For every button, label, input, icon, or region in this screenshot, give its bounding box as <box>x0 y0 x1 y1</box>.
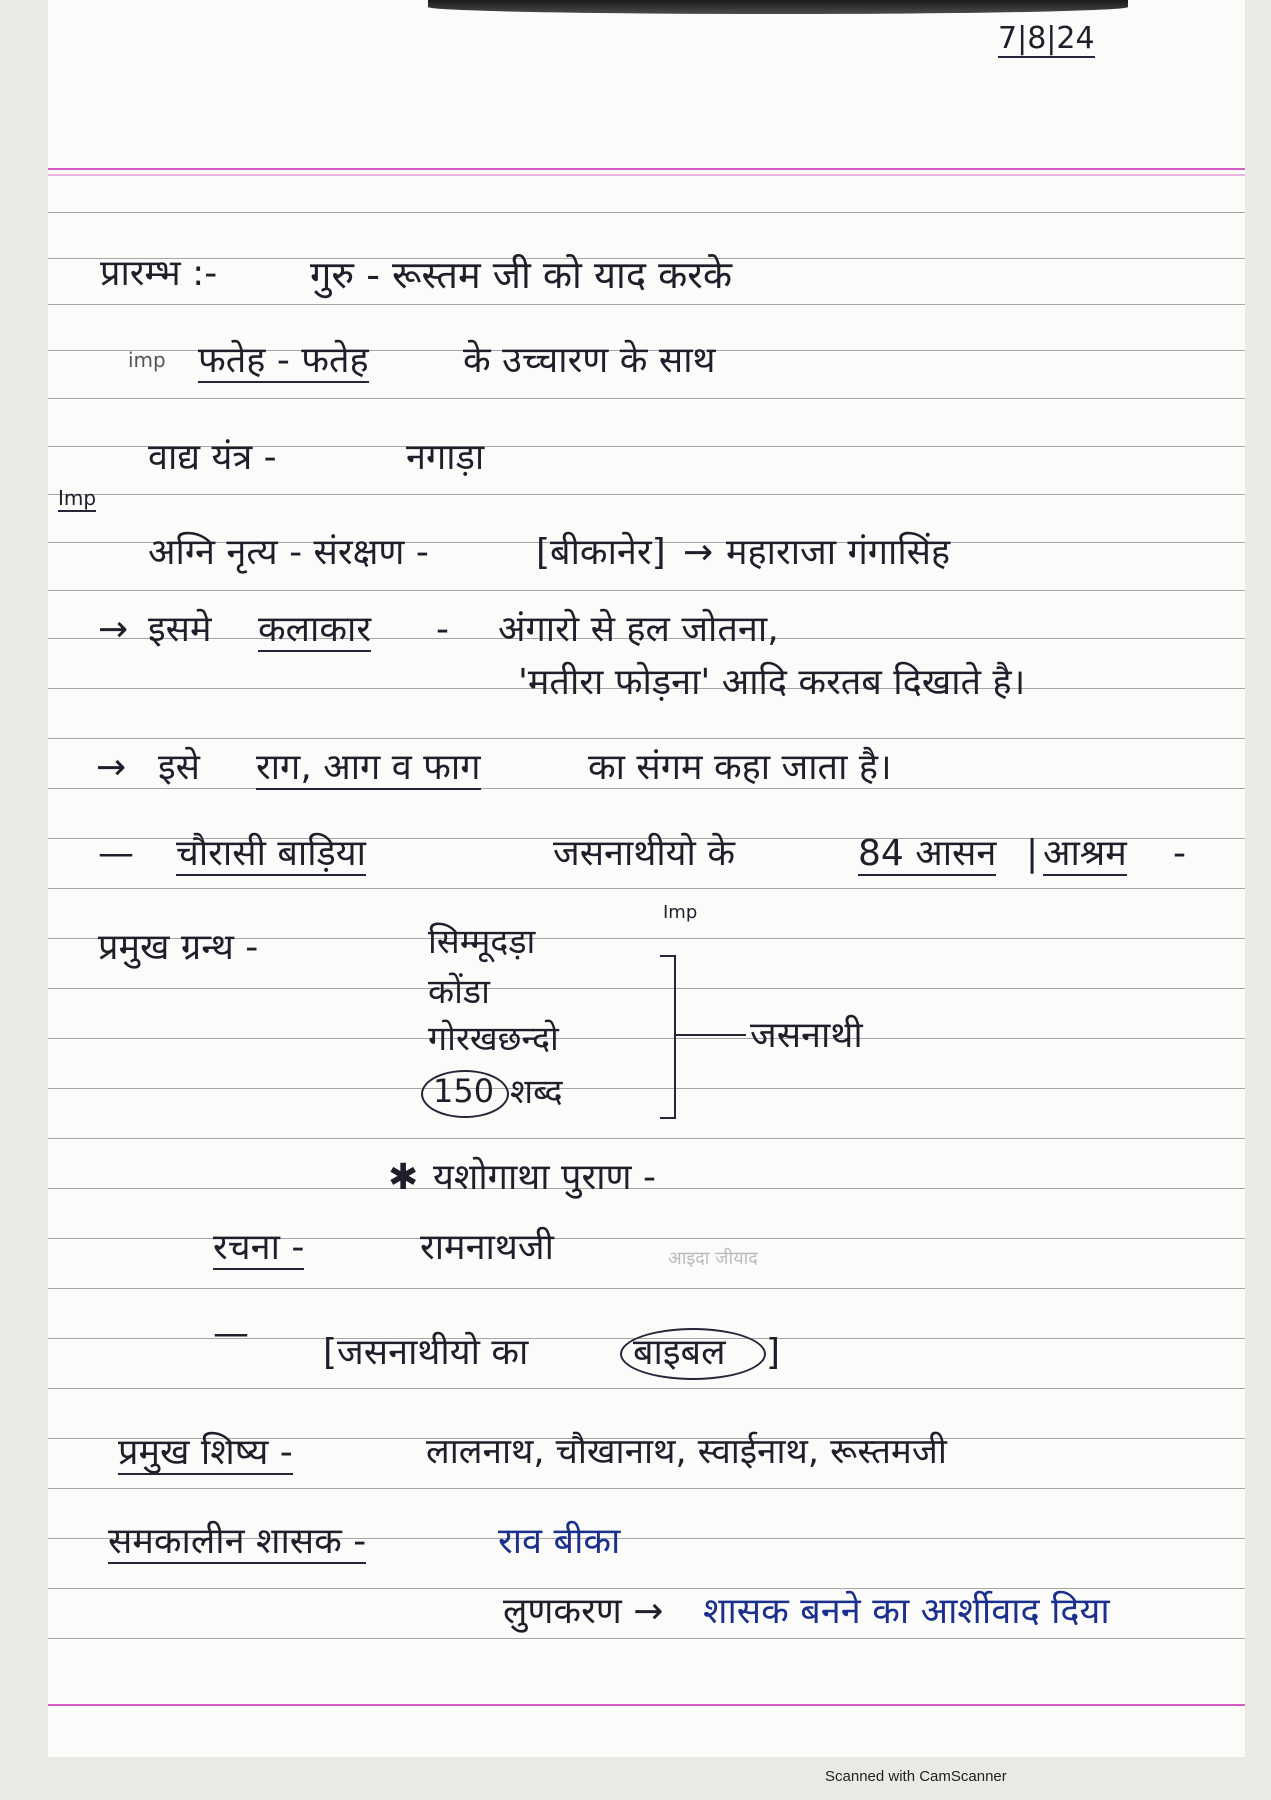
rao-bika-text: राव बीका <box>498 1521 621 1562</box>
rachna-label: रचना - <box>213 1227 305 1268</box>
rule-line <box>48 494 1245 495</box>
matira-text: 'मतीरा फोड़ना' आदि करतब दिखाते है। <box>518 662 1026 703</box>
yashogatha-title: यशोगाथा पुराण - <box>433 1157 657 1198</box>
scanner-watermark: Scanned with CamScanner <box>825 1768 1007 1785</box>
chaurasi-badiya-text: चौरासी बाड़िया <box>176 833 367 874</box>
pink-bottom-line <box>48 1704 1245 1706</box>
jasnathi-group: जसनाथी <box>750 1015 863 1056</box>
jasnathiyo-text: जसनाथीयो के <box>553 833 735 874</box>
shishya-text: लालनाथ, चौखानाथ, स्वाईनाथ, रूस्तमजी <box>426 1432 947 1472</box>
scan-edge-shadow <box>428 0 1128 14</box>
arrow-icon: → <box>683 532 714 573</box>
rule-line <box>48 888 1245 889</box>
rule-line <box>48 304 1245 305</box>
granth-item: गोरखछन्दो <box>428 1019 559 1059</box>
arrow-icon: → <box>96 747 127 788</box>
pink-margin-line <box>48 174 1245 176</box>
rule-line <box>48 1038 1245 1039</box>
date: 7|8|24 <box>998 21 1095 56</box>
kalakar-text: कलाकार <box>258 609 372 650</box>
rule-line <box>48 590 1245 591</box>
brace <box>660 955 676 1119</box>
separator: | <box>1026 833 1039 874</box>
lunkaran-text: लुणकरण → <box>503 1591 664 1632</box>
rule-line <box>48 788 1245 789</box>
prarambh-label: प्रारम्भ :- <box>100 253 218 294</box>
rule-line <box>48 1288 1245 1289</box>
ise-text: इसे <box>158 747 201 788</box>
dash: - <box>436 609 449 650</box>
fateh-text: फतेह - फतेह <box>198 340 369 381</box>
granth-item: शब्द <box>510 1072 563 1112</box>
granth-item: 150 <box>433 1072 495 1110</box>
prarambh-text: गुरु - रूस्तम जी को याद करके <box>310 253 733 297</box>
angaro-text: अंगारो से हल जोतना, <box>498 609 779 650</box>
aasan-text: 84 आसन <box>858 833 997 874</box>
vadya-text: नगाड़ा <box>406 437 485 478</box>
imp-mark: Imp <box>663 902 698 923</box>
gangasingh-text: महाराजा गंगासिंह <box>726 532 951 573</box>
bible-text: [जसनाथीयो का <box>323 1332 529 1373</box>
isme-text: इसमे <box>148 609 212 650</box>
ashram-text: आश्रम <box>1043 833 1127 874</box>
raag-aag-faag-text: राग, आग व फाग <box>256 747 481 788</box>
vadya-label: वाद्य यंत्र - <box>148 437 277 478</box>
rule-line <box>48 988 1245 989</box>
rule-line <box>48 1138 1245 1139</box>
granth-label: प्रमुख ग्रन्थ - <box>98 927 259 968</box>
shasak-label: समकालीन शासक - <box>108 1521 367 1562</box>
rule-line <box>48 738 1245 739</box>
rule-line <box>48 1388 1245 1389</box>
imp-mark: imp <box>128 348 166 372</box>
dash: - <box>1173 833 1186 874</box>
rule-line <box>48 1588 1245 1589</box>
rule-line <box>48 398 1245 399</box>
asterisk-mark: ✱ <box>388 1157 419 1198</box>
granth-item: कोंडा <box>428 972 490 1012</box>
ramnath-text: रामनाथजी <box>420 1227 554 1268</box>
uccharan-text: के उच्चारण के साथ <box>463 340 716 381</box>
dash: — <box>98 833 134 874</box>
shishya-label: प्रमुख शिष्य - <box>118 1432 293 1473</box>
bible-word: बाइबल <box>633 1332 726 1373</box>
blessing-text: शासक बनने का आर्शीवाद दिया <box>703 1591 1110 1632</box>
rule-line <box>48 1488 1245 1489</box>
arrow-icon: → <box>98 609 129 650</box>
agni-label: अग्नि नृत्य - संरक्षण - <box>148 532 429 573</box>
pink-margin-line <box>48 168 1245 170</box>
rule-line <box>48 1088 1245 1089</box>
granth-item: सिम्मूदड़ा <box>428 922 536 962</box>
bracket-end: ] <box>766 1332 781 1373</box>
brace-connector <box>676 1034 746 1036</box>
imp-mark: Imp <box>58 486 97 510</box>
bikaner-text: [बीकानेर] <box>536 532 666 573</box>
rule-line <box>48 1638 1245 1639</box>
faint-text: आइदा जीयाद <box>668 1248 758 1269</box>
notebook-page <box>48 0 1245 1757</box>
dash: — <box>213 1313 249 1354</box>
sangam-text: का संगम कहा जाता है। <box>588 747 892 788</box>
rule-line <box>48 212 1245 213</box>
